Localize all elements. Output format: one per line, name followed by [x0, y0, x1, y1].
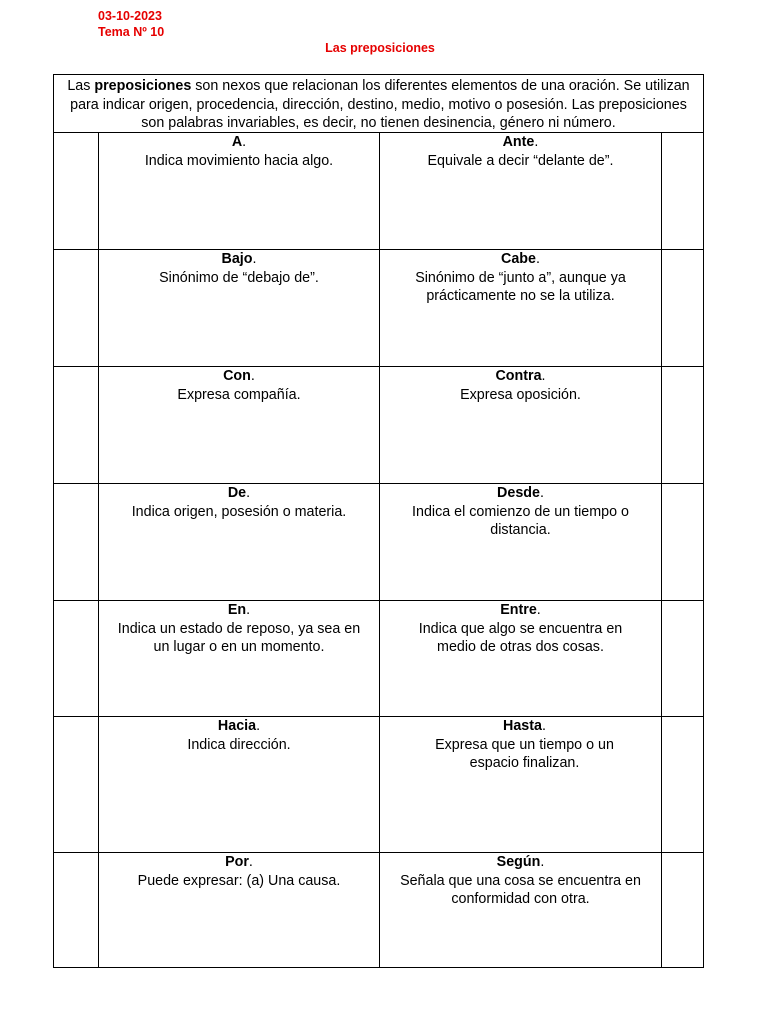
preposition-term: A — [231, 134, 243, 150]
preposition-description: Indica origen, posesión o materia. — [131, 503, 347, 520]
preposition-term: Hacia — [217, 718, 257, 734]
preposition-term: Por — [225, 854, 249, 870]
preposition-description: Expresa compañía. — [177, 386, 301, 403]
preposition-cell-desde: Desde. Indica el comienzo de un tiempo o distancia. — [380, 484, 661, 540]
preposition-cell-contra: Contra. Expresa oposición. — [380, 367, 661, 404]
preposition-term: Desde — [497, 485, 540, 501]
intro-paragraph — [54, 75, 703, 133]
preposition-description: Indica que algo se encuentra en medio de otras dos cosas. — [418, 620, 623, 656]
preposition-cell-con: Con. Expresa compañía. — [99, 367, 379, 404]
preposition-term: En — [227, 602, 247, 618]
preposition-table — [53, 74, 704, 968]
preposition-term: Ante — [502, 134, 535, 150]
column-divider — [661, 133, 662, 967]
preposition-cell-hacia: Hacia. Indica dirección. — [99, 717, 379, 754]
preposition-cell-segun: Según. Señala que una cosa se encuentra en conformidad con otra. — [380, 853, 661, 909]
preposition-term: Con — [223, 368, 251, 384]
preposition-term: Bajo — [221, 251, 253, 267]
preposition-cell-por: Por. Puede expresar: (a) Una causa. — [99, 853, 379, 890]
preposition-description: Equivale a decir “delante de”. — [427, 152, 614, 169]
preposition-cell-en: En. Indica un estado de reposo, ya sea en un lugar o en un momento. — [99, 601, 379, 657]
preposition-term: Hasta — [503, 718, 542, 734]
preposition-term: De — [227, 485, 247, 501]
preposition-description: Indica un estado de reposo, ya sea en un lugar o en un momento. — [117, 620, 361, 656]
intro-text-start: Las — [67, 78, 95, 94]
intro-text-rest: son nexos que relacionan los diferentes elementos de una oración. Se utilizan para indicar origen, procedencia, dirección, destino, medio, motivo o posesión. Las preposiciones son palabras invariables, es decir, no tienen desinencia, género ni número. — [70, 78, 690, 132]
preposition-description: Expresa oposición. — [460, 386, 581, 403]
preposition-cell-hasta: Hasta. Expresa que un tiempo o un espacio finalizan. — [380, 717, 661, 773]
preposition-cell-ante: Ante. Equivale a decir “delante de”. — [380, 133, 661, 170]
date-label: 03-10-2023 — [98, 9, 162, 23]
topic-label: Tema Nº 10 — [98, 25, 165, 39]
preposition-cell-a: A. Indica movimiento hacia algo. — [99, 133, 379, 170]
preposition-cell-cabe: Cabe. Sinónimo de “junto a”, aunque ya prácticamente no se la utiliza. — [380, 250, 661, 306]
preposition-description: Indica el comienzo de un tiempo o distancia. — [412, 503, 629, 539]
preposition-description: Puede expresar: (a) Una causa. — [137, 872, 341, 889]
preposition-term: Cabe — [501, 251, 536, 267]
preposition-description: Señala que una cosa se encuentra en conformidad con otra. — [400, 872, 641, 908]
preposition-term: Según — [496, 854, 541, 870]
preposition-cell-de: De. Indica origen, posesión o materia. — [99, 484, 379, 521]
preposition-description: Sinónimo de “debajo de”. — [159, 269, 319, 286]
preposition-description: Indica movimiento hacia algo. — [144, 152, 334, 169]
page-title: Las preposiciones — [325, 41, 435, 55]
preposition-cell-entre: Entre. Indica que algo se encuentra en medio de otras dos cosas. — [380, 601, 661, 657]
preposition-description: Expresa que un tiempo o un espacio finalizan. — [435, 736, 614, 772]
preposition-description: Sinónimo de “junto a”, aunque ya prácticamente no se la utiliza. — [415, 269, 626, 305]
intro-keyword: preposiciones — [94, 78, 192, 94]
preposition-term: Contra — [495, 368, 542, 384]
preposition-term: Entre — [500, 602, 537, 618]
preposition-description: Indica dirección. — [187, 736, 291, 753]
preposition-cell-bajo: Bajo. Sinónimo de “debajo de”. — [99, 250, 379, 287]
